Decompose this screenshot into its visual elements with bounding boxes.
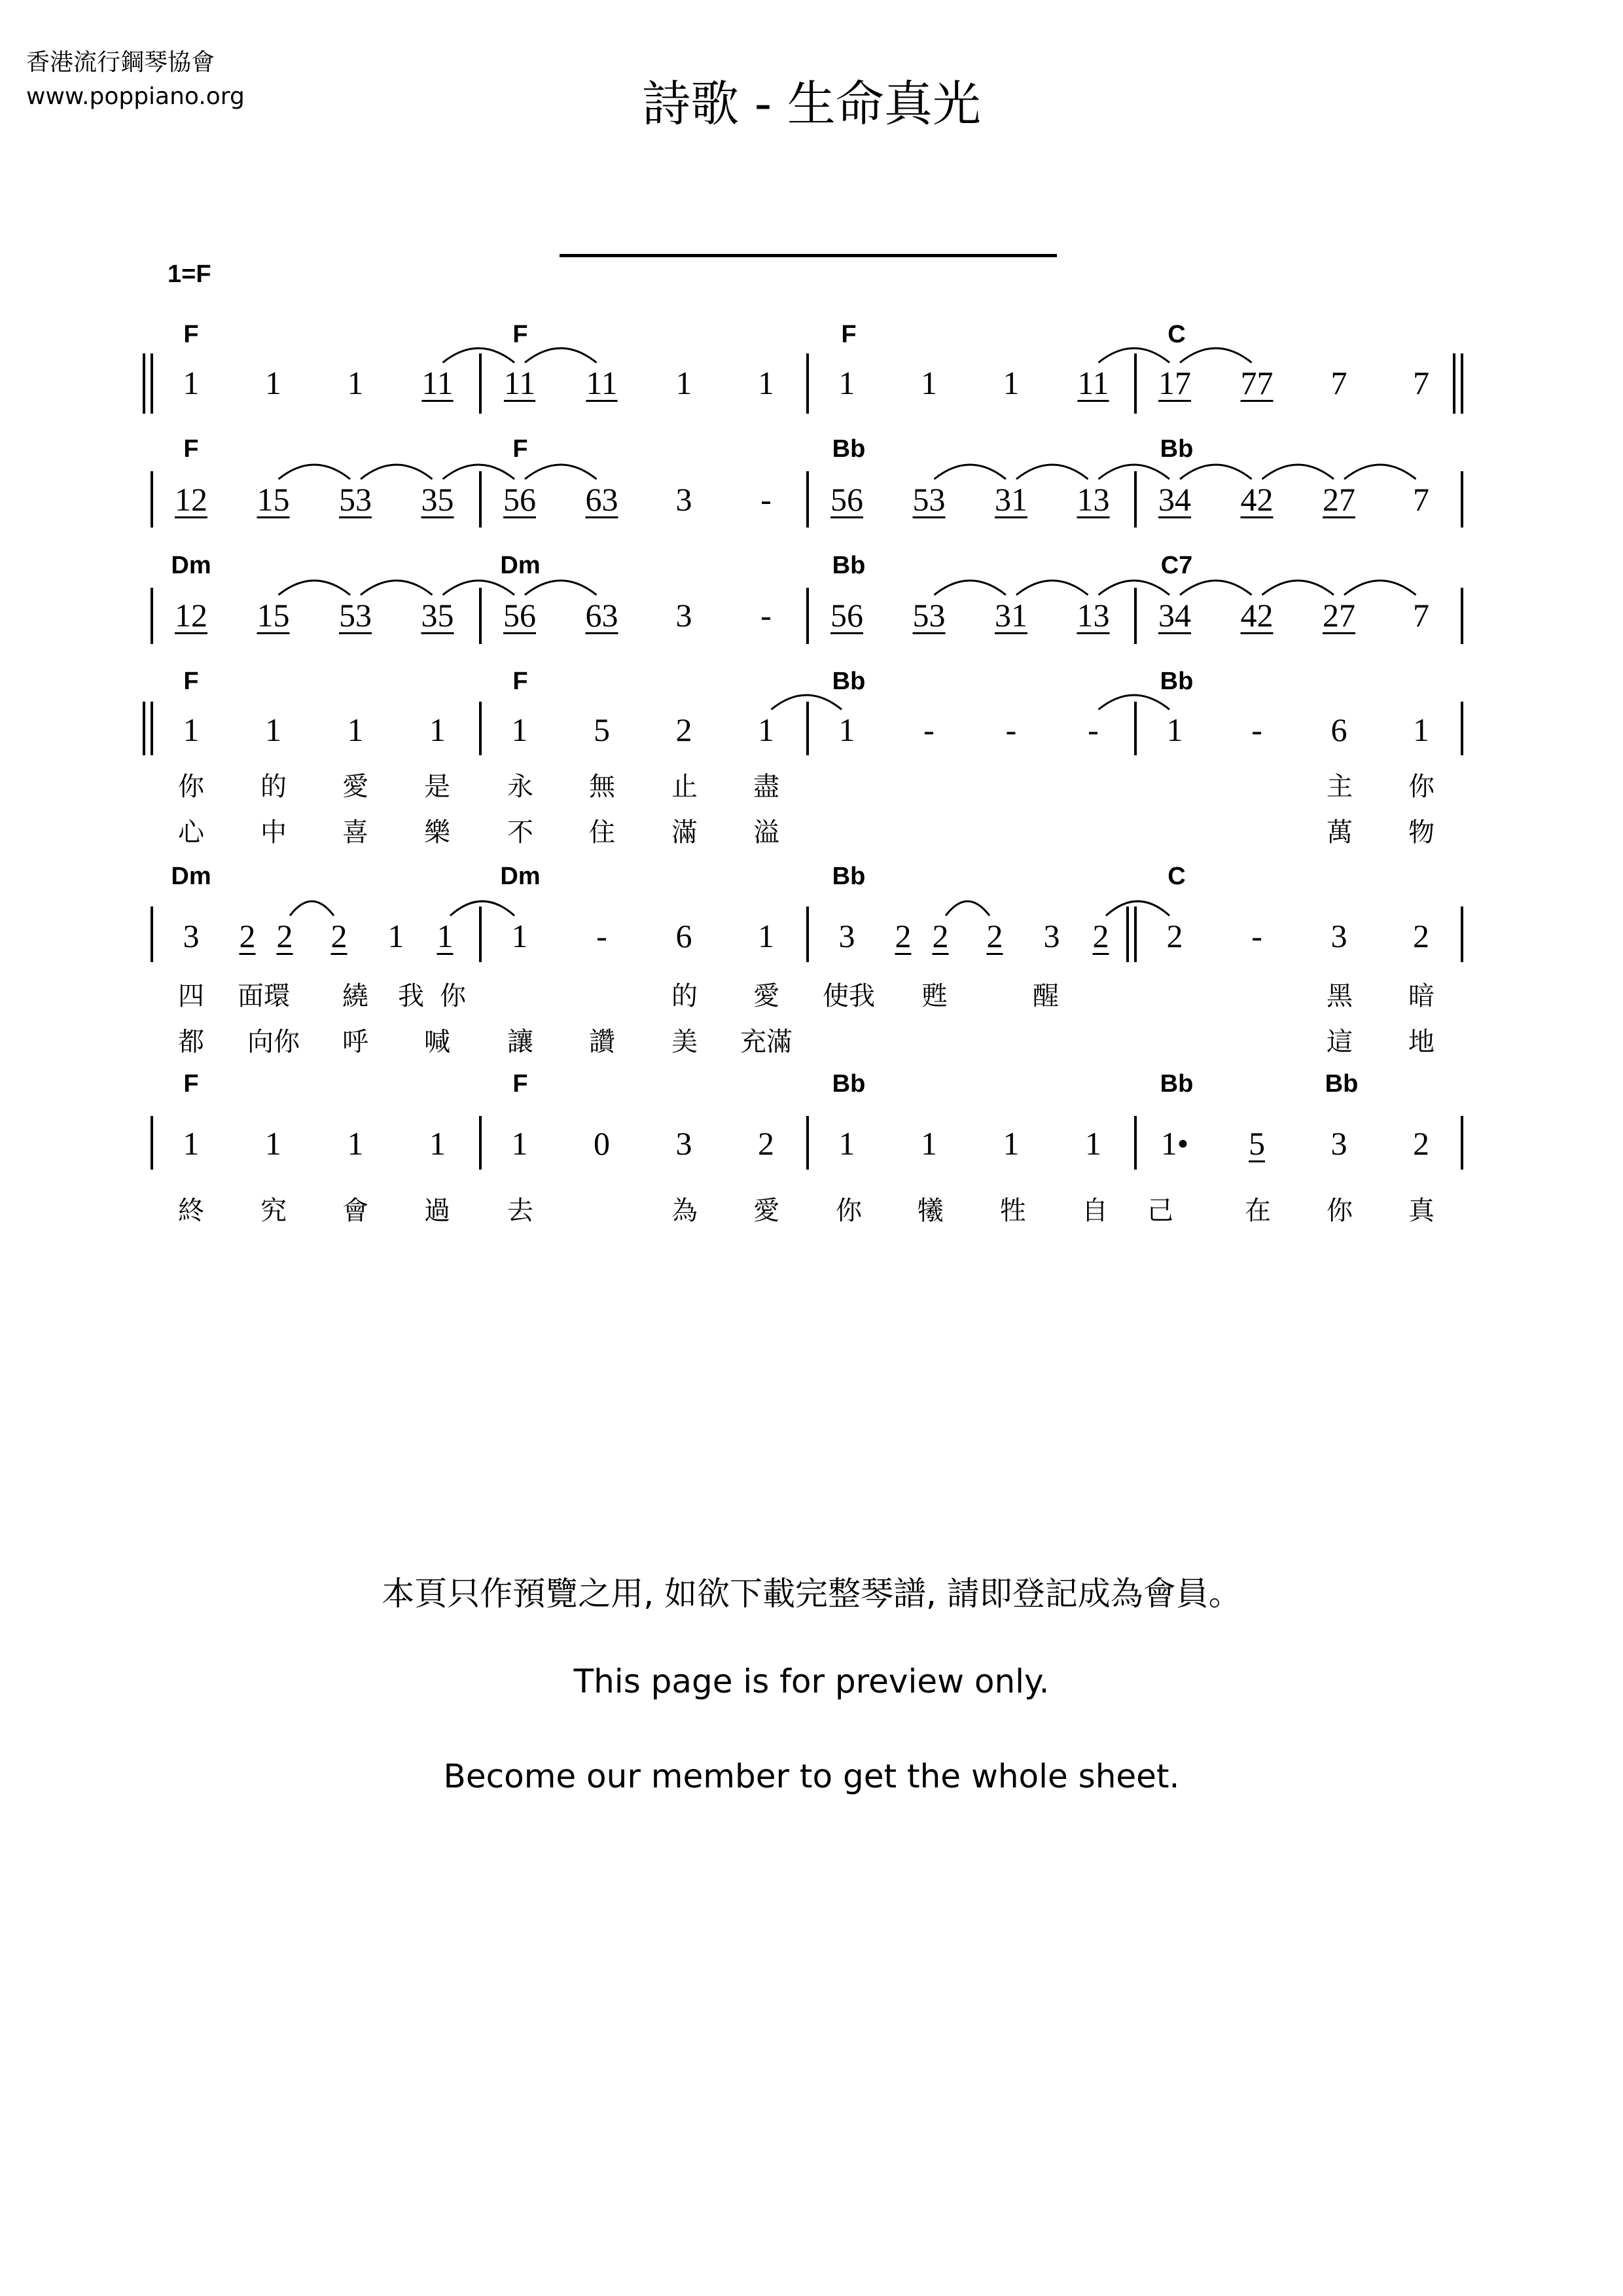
note: 1: [265, 711, 281, 748]
note: 1: [921, 365, 937, 401]
lyric-char: 四: [178, 981, 204, 1011]
lyric-char: 讚: [589, 1027, 615, 1057]
note: 5: [594, 711, 610, 748]
tie-arc: [443, 581, 515, 595]
note: 6: [1330, 711, 1347, 748]
note: 1•: [1160, 1125, 1189, 1162]
note: 2: [932, 918, 949, 954]
lyric-char: 愛: [753, 981, 779, 1011]
tie-arc: [1016, 465, 1088, 479]
chord-symbol: F: [183, 435, 199, 463]
tie-arc: [1180, 465, 1252, 479]
key-signature: 1=F: [168, 260, 211, 288]
note: 17: [1158, 365, 1191, 401]
note: 2: [758, 1125, 774, 1162]
note: 1: [1413, 711, 1429, 748]
note: 63: [585, 481, 618, 518]
note: 13: [1077, 481, 1110, 518]
note: 53: [912, 597, 946, 634]
chord-symbol: C: [1168, 863, 1186, 890]
chord-symbol: Bb: [832, 668, 866, 695]
lyric-char: 牲: [1000, 1196, 1026, 1226]
note: 56: [830, 597, 863, 634]
tie-arc: [1262, 465, 1334, 479]
note: 27: [1323, 597, 1355, 634]
chord-symbol: Bb: [1160, 1070, 1194, 1098]
lyric-char: 讓: [507, 1027, 533, 1057]
lyric-char: 黑: [1327, 981, 1353, 1011]
note: 1: [347, 711, 364, 748]
tie-arc: [279, 581, 351, 595]
lyric-char: 充滿: [740, 1027, 793, 1057]
note: 2: [895, 918, 912, 954]
lyric-char: 中: [260, 817, 287, 848]
chord-symbol: F: [512, 668, 528, 695]
lyric-char: 溢: [753, 817, 779, 848]
note: 53: [339, 481, 372, 518]
lyric-char: 自: [1082, 1196, 1108, 1226]
note: 1: [838, 1125, 855, 1162]
note: 1: [838, 365, 855, 401]
note: 35: [421, 597, 454, 634]
note: 1: [511, 918, 528, 954]
lyric-char: 心: [178, 817, 204, 848]
note: 11: [421, 365, 454, 401]
note: 56: [830, 481, 863, 518]
tie-arc: [1344, 581, 1416, 595]
note: 63: [585, 597, 618, 634]
tie-arc: [290, 901, 334, 916]
note: 35: [421, 481, 454, 518]
lyric-char: 喊: [424, 1027, 450, 1057]
tie-arc: [1016, 581, 1088, 595]
association-name: 香港流行鋼琴協會: [26, 49, 215, 76]
chord-symbol: C: [1168, 321, 1186, 348]
note: 3: [675, 481, 692, 518]
lyric-char: 會: [342, 1196, 368, 1226]
lyric-char: 主: [1327, 772, 1353, 802]
chord-symbol: F: [512, 1070, 528, 1098]
note: 12: [175, 597, 207, 634]
chord-symbol: Dm: [171, 552, 211, 579]
note: 7: [1330, 365, 1347, 401]
chord-symbol: F: [183, 668, 199, 695]
chord-symbol: Bb: [832, 435, 866, 463]
note: 27: [1323, 481, 1355, 518]
lyric-char: 愛: [342, 772, 368, 802]
website-link[interactable]: www.poppiano.org: [26, 83, 245, 110]
note: 11: [503, 365, 536, 401]
note: 3: [675, 597, 692, 634]
tie-arc: [772, 695, 842, 709]
lyric-char: 美: [671, 1027, 698, 1057]
chord-symbol: Bb: [1160, 435, 1194, 463]
chord-symbol: Bb: [832, 552, 866, 579]
note: 2: [986, 918, 1003, 954]
lyric-char: 你: [1408, 772, 1435, 802]
lyric-char: 你: [836, 1196, 862, 1226]
lyric-char: 愛: [753, 1196, 779, 1226]
tie-arc: [1180, 581, 1252, 595]
note: 1: [347, 1125, 364, 1162]
note: 77: [1240, 365, 1274, 401]
lyric-char: 萬: [1327, 817, 1353, 848]
note: 7: [1413, 365, 1429, 401]
note: 53: [339, 597, 372, 634]
note: 5: [1249, 1125, 1265, 1162]
lyric-char: 你: [178, 772, 204, 802]
lyric-char: 去: [507, 1196, 533, 1226]
lyric-char: 終: [178, 1196, 204, 1226]
lyric-char: 地: [1408, 1027, 1435, 1057]
tie-arc: [361, 581, 433, 595]
note: 1: [387, 918, 404, 954]
note: 7: [1413, 597, 1429, 634]
tie-arc: [1099, 695, 1170, 709]
chord-symbol: C7: [1160, 552, 1193, 579]
lyric-char: 我: [398, 981, 424, 1011]
note: 11: [586, 365, 618, 401]
lyric-char: 喜: [342, 817, 368, 848]
note: 1: [265, 365, 281, 401]
tie-arc: [525, 348, 597, 363]
note: -: [923, 711, 935, 748]
lyric-char: 使我: [823, 981, 875, 1011]
tie-arc: [443, 348, 515, 363]
lyric-char: 滿: [671, 817, 698, 848]
tie-arc: [935, 581, 1007, 595]
note: 1: [347, 365, 364, 401]
lyric-char: 在: [1245, 1196, 1271, 1226]
tie-arc: [361, 465, 433, 479]
lyric-char: 是: [424, 772, 450, 802]
chord-symbol: Dm: [500, 552, 541, 579]
lyric-char: 不: [507, 817, 533, 848]
note: 2: [276, 918, 293, 954]
lyric-char: 你: [440, 981, 466, 1011]
note: 11: [1077, 365, 1109, 401]
chord-symbol: Dm: [171, 863, 211, 890]
lyric-char: 的: [260, 772, 287, 802]
note: 3: [675, 1125, 692, 1162]
note: 2: [675, 711, 692, 748]
tie-arc: [1344, 465, 1416, 479]
tie-arc: [443, 465, 515, 479]
note: -: [1251, 711, 1262, 748]
note: -: [596, 918, 607, 954]
tie-arc: [1099, 348, 1170, 363]
tie-arc: [935, 465, 1007, 479]
note: 1: [183, 1125, 200, 1162]
note: 34: [1158, 481, 1191, 518]
note: 1: [758, 365, 774, 401]
chord-symbol: Bb: [1160, 668, 1194, 695]
note: 1: [1003, 1125, 1020, 1162]
notice-english-line1: This page is for preview only.: [573, 1662, 1050, 1700]
note: 6: [675, 918, 692, 954]
note: 42: [1240, 481, 1274, 518]
note: -: [760, 481, 772, 518]
note: 1: [183, 711, 200, 748]
lyric-char: 究: [260, 1196, 287, 1226]
lyric-char: 為: [671, 1196, 698, 1226]
note: 34: [1158, 597, 1191, 634]
tie-arc: [279, 465, 351, 479]
lyric-char: 永: [507, 772, 533, 802]
tie-arc: [1262, 581, 1334, 595]
note: -: [1005, 711, 1017, 748]
lyric-char: 暗: [1408, 981, 1435, 1011]
note: 3: [838, 918, 855, 954]
note: 7: [1413, 481, 1429, 518]
lyric-char: 的: [671, 981, 698, 1011]
note: 2: [1092, 918, 1109, 954]
note: 12: [175, 481, 207, 518]
note: 53: [912, 481, 946, 518]
notice-chinese: 本頁只作預覽之用, 如欲下載完整琴譜, 請即登記成為會員。: [382, 1575, 1241, 1613]
note: 3: [1330, 1125, 1347, 1162]
lyric-char: 甦: [921, 981, 948, 1011]
note: 1: [1003, 365, 1020, 401]
page-title: 詩歌 - 生命真光: [642, 76, 981, 132]
chord-symbol: Bb: [832, 1070, 866, 1098]
note: 56: [503, 597, 536, 634]
lyric-char: 繞: [342, 981, 368, 1011]
note: 2: [1413, 1125, 1429, 1162]
note: 2: [330, 918, 348, 954]
lyric-char: 這: [1327, 1027, 1353, 1057]
lyric-char: 真: [1408, 1196, 1435, 1226]
note: 31: [995, 597, 1027, 634]
lyric-char: 犧: [918, 1196, 944, 1226]
note: 1: [758, 918, 774, 954]
tie-arc: [525, 581, 597, 595]
lyric-char: 面環: [238, 981, 290, 1011]
note: 1: [511, 711, 528, 748]
note: 42: [1240, 597, 1274, 634]
lyric-char: 樂: [424, 817, 450, 848]
note: 2: [1166, 918, 1183, 954]
note: 3: [1330, 918, 1347, 954]
note: 1: [758, 711, 774, 748]
note: -: [1251, 918, 1262, 954]
lyric-char: 盡: [753, 772, 779, 802]
lyric-char: 止: [671, 772, 698, 802]
chord-symbol: Bb: [832, 863, 866, 890]
note: 2: [1413, 918, 1429, 954]
chord-symbol: F: [183, 321, 199, 348]
lyric-char: 向你: [247, 1027, 300, 1057]
lyric-char: 呼: [342, 1027, 368, 1057]
note: 1: [511, 1125, 528, 1162]
chord-symbol: F: [183, 1070, 199, 1098]
note: 0: [594, 1125, 610, 1162]
tie-arc: [525, 465, 597, 479]
chord-symbol: F: [512, 435, 528, 463]
note: 15: [257, 597, 290, 634]
note: 1: [675, 365, 692, 401]
note: 1: [183, 365, 200, 401]
chord-symbol: F: [512, 321, 528, 348]
note: 1: [437, 918, 454, 954]
tie-arc: [1099, 581, 1170, 595]
note: 1: [429, 711, 446, 748]
lyric-char: 己: [1147, 1196, 1173, 1226]
tie-arc: [450, 901, 514, 916]
lyric-char: 住: [589, 817, 615, 848]
lyric-char: 物: [1408, 817, 1435, 848]
note: 13: [1077, 597, 1110, 634]
note: 3: [1043, 918, 1060, 954]
chord-symbol: F: [841, 321, 857, 348]
chord-symbol: Bb: [1325, 1070, 1359, 1098]
tie-arc: [1106, 901, 1169, 916]
tie-arc: [1180, 348, 1252, 363]
lyric-char: 你: [1327, 1196, 1353, 1226]
note: 2: [239, 918, 256, 954]
lyric-char: 都: [178, 1027, 204, 1057]
note: 1: [921, 1125, 937, 1162]
notice-english-line2: Become our member to get the whole sheet.: [443, 1757, 1180, 1795]
note: -: [1088, 711, 1099, 748]
note: 15: [257, 481, 290, 518]
note: 3: [183, 918, 200, 954]
note: 1: [1166, 711, 1183, 748]
note: 1: [429, 1125, 446, 1162]
lyric-char: 過: [424, 1196, 450, 1226]
note: 56: [503, 481, 536, 518]
chord-symbol: Dm: [500, 863, 541, 890]
lyric-char: 醒: [1033, 981, 1059, 1011]
lyric-char: 無: [589, 772, 615, 802]
note: 1: [838, 711, 855, 748]
note: 31: [995, 481, 1027, 518]
tie-arc: [946, 901, 990, 916]
note: -: [760, 597, 772, 634]
note: 1: [265, 1125, 281, 1162]
note: 1: [1085, 1125, 1101, 1162]
tie-arc: [1099, 465, 1170, 479]
